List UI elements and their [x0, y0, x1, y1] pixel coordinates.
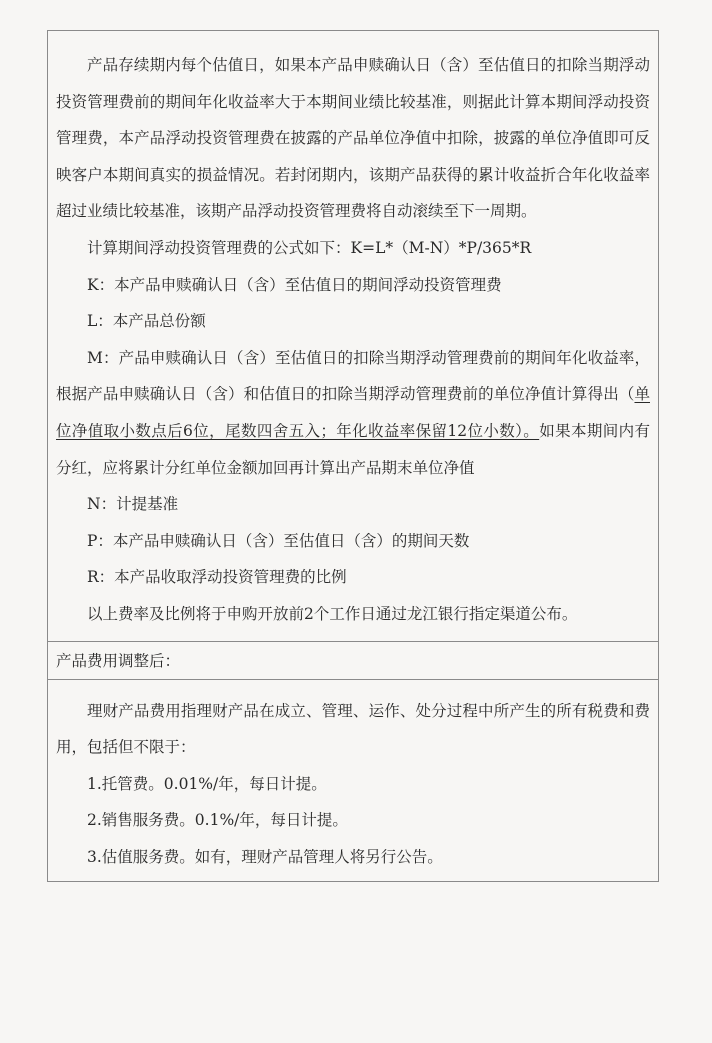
definition-m-dividend-text: 如果本期间内有分红，应将累计分红单位金额加回再计算出产品期末单位净值: [56, 421, 650, 477]
definition-l: L：本产品总份额: [87, 312, 206, 331]
definition-r: R：本产品收取浮动投资管理费的比例: [87, 568, 347, 587]
definition-m-underlined-text: 单位净值取小数点后6位，尾数四舍五入；年化收益率保留12位小数）。: [56, 385, 650, 440]
fee-intro: 理财产品费用指理财产品在成立、管理、运作、处分过程中所产生的所有税费和费用，包括但不限于：: [56, 701, 650, 757]
definition-n: N：计提基准: [87, 495, 179, 514]
fee-item-sales-service: 2.销售服务费。0.1%/年，每日计提。: [87, 811, 348, 830]
fee-item-valuation-service: 3.估值服务费。如有，理财产品管理人将另行公告。: [87, 847, 443, 866]
rate-announcement: 以上费率及比例将于申购开放前2个工作日通过龙江银行指定渠道公布。: [87, 604, 578, 623]
floating-fee-description: 产品存续期内每个估值日，如果本产品申赎确认日（含）至估值日的扣除当期浮动投资管理费前的期间年化收益率大于本期间业绩比较基准，则据此计算本期间浮动投资管理费，本产品浮动投资管理费在披露的产品单位净值中扣除，披露的单位净值即可反映客户本期间真实的损益情况。若封闭期内，该期产品获得的累计收益折合年化收益率超过业绩比较基准，该期产品浮动投资管理费将自动滚续至下一周期。: [56, 56, 650, 221]
formula-line: 计算期间浮动投资管理费的公式如下：K=L*（M-N）*P/365*R: [87, 238, 532, 257]
fee-table: [47, 30, 659, 882]
definition-m-text: M：产品申赎确认日（含）至估值日的扣除当期浮动管理费前的期间年化收益率，根据产品申赎确认日（含）和估值日的扣除当期浮动管理费前的单位净值计算得出（: [56, 348, 650, 404]
fee-adjusted-header: 产品费用调整后：: [56, 651, 181, 670]
floating-fee-cell: [48, 31, 658, 642]
definition-k: K：本产品申赎确认日（含）至估值日的期间浮动投资管理费: [87, 275, 502, 294]
fee-item-custody: 1.托管费。0.01%/年，每日计提。: [87, 774, 327, 793]
definition-m: [56, 340, 650, 486]
fee-adjusted-content-cell: [48, 680, 658, 882]
fee-adjusted-header-cell: [48, 642, 658, 680]
definition-p: P：本产品申赎确认日（含）至估值日（含）的期间天数: [87, 531, 470, 550]
